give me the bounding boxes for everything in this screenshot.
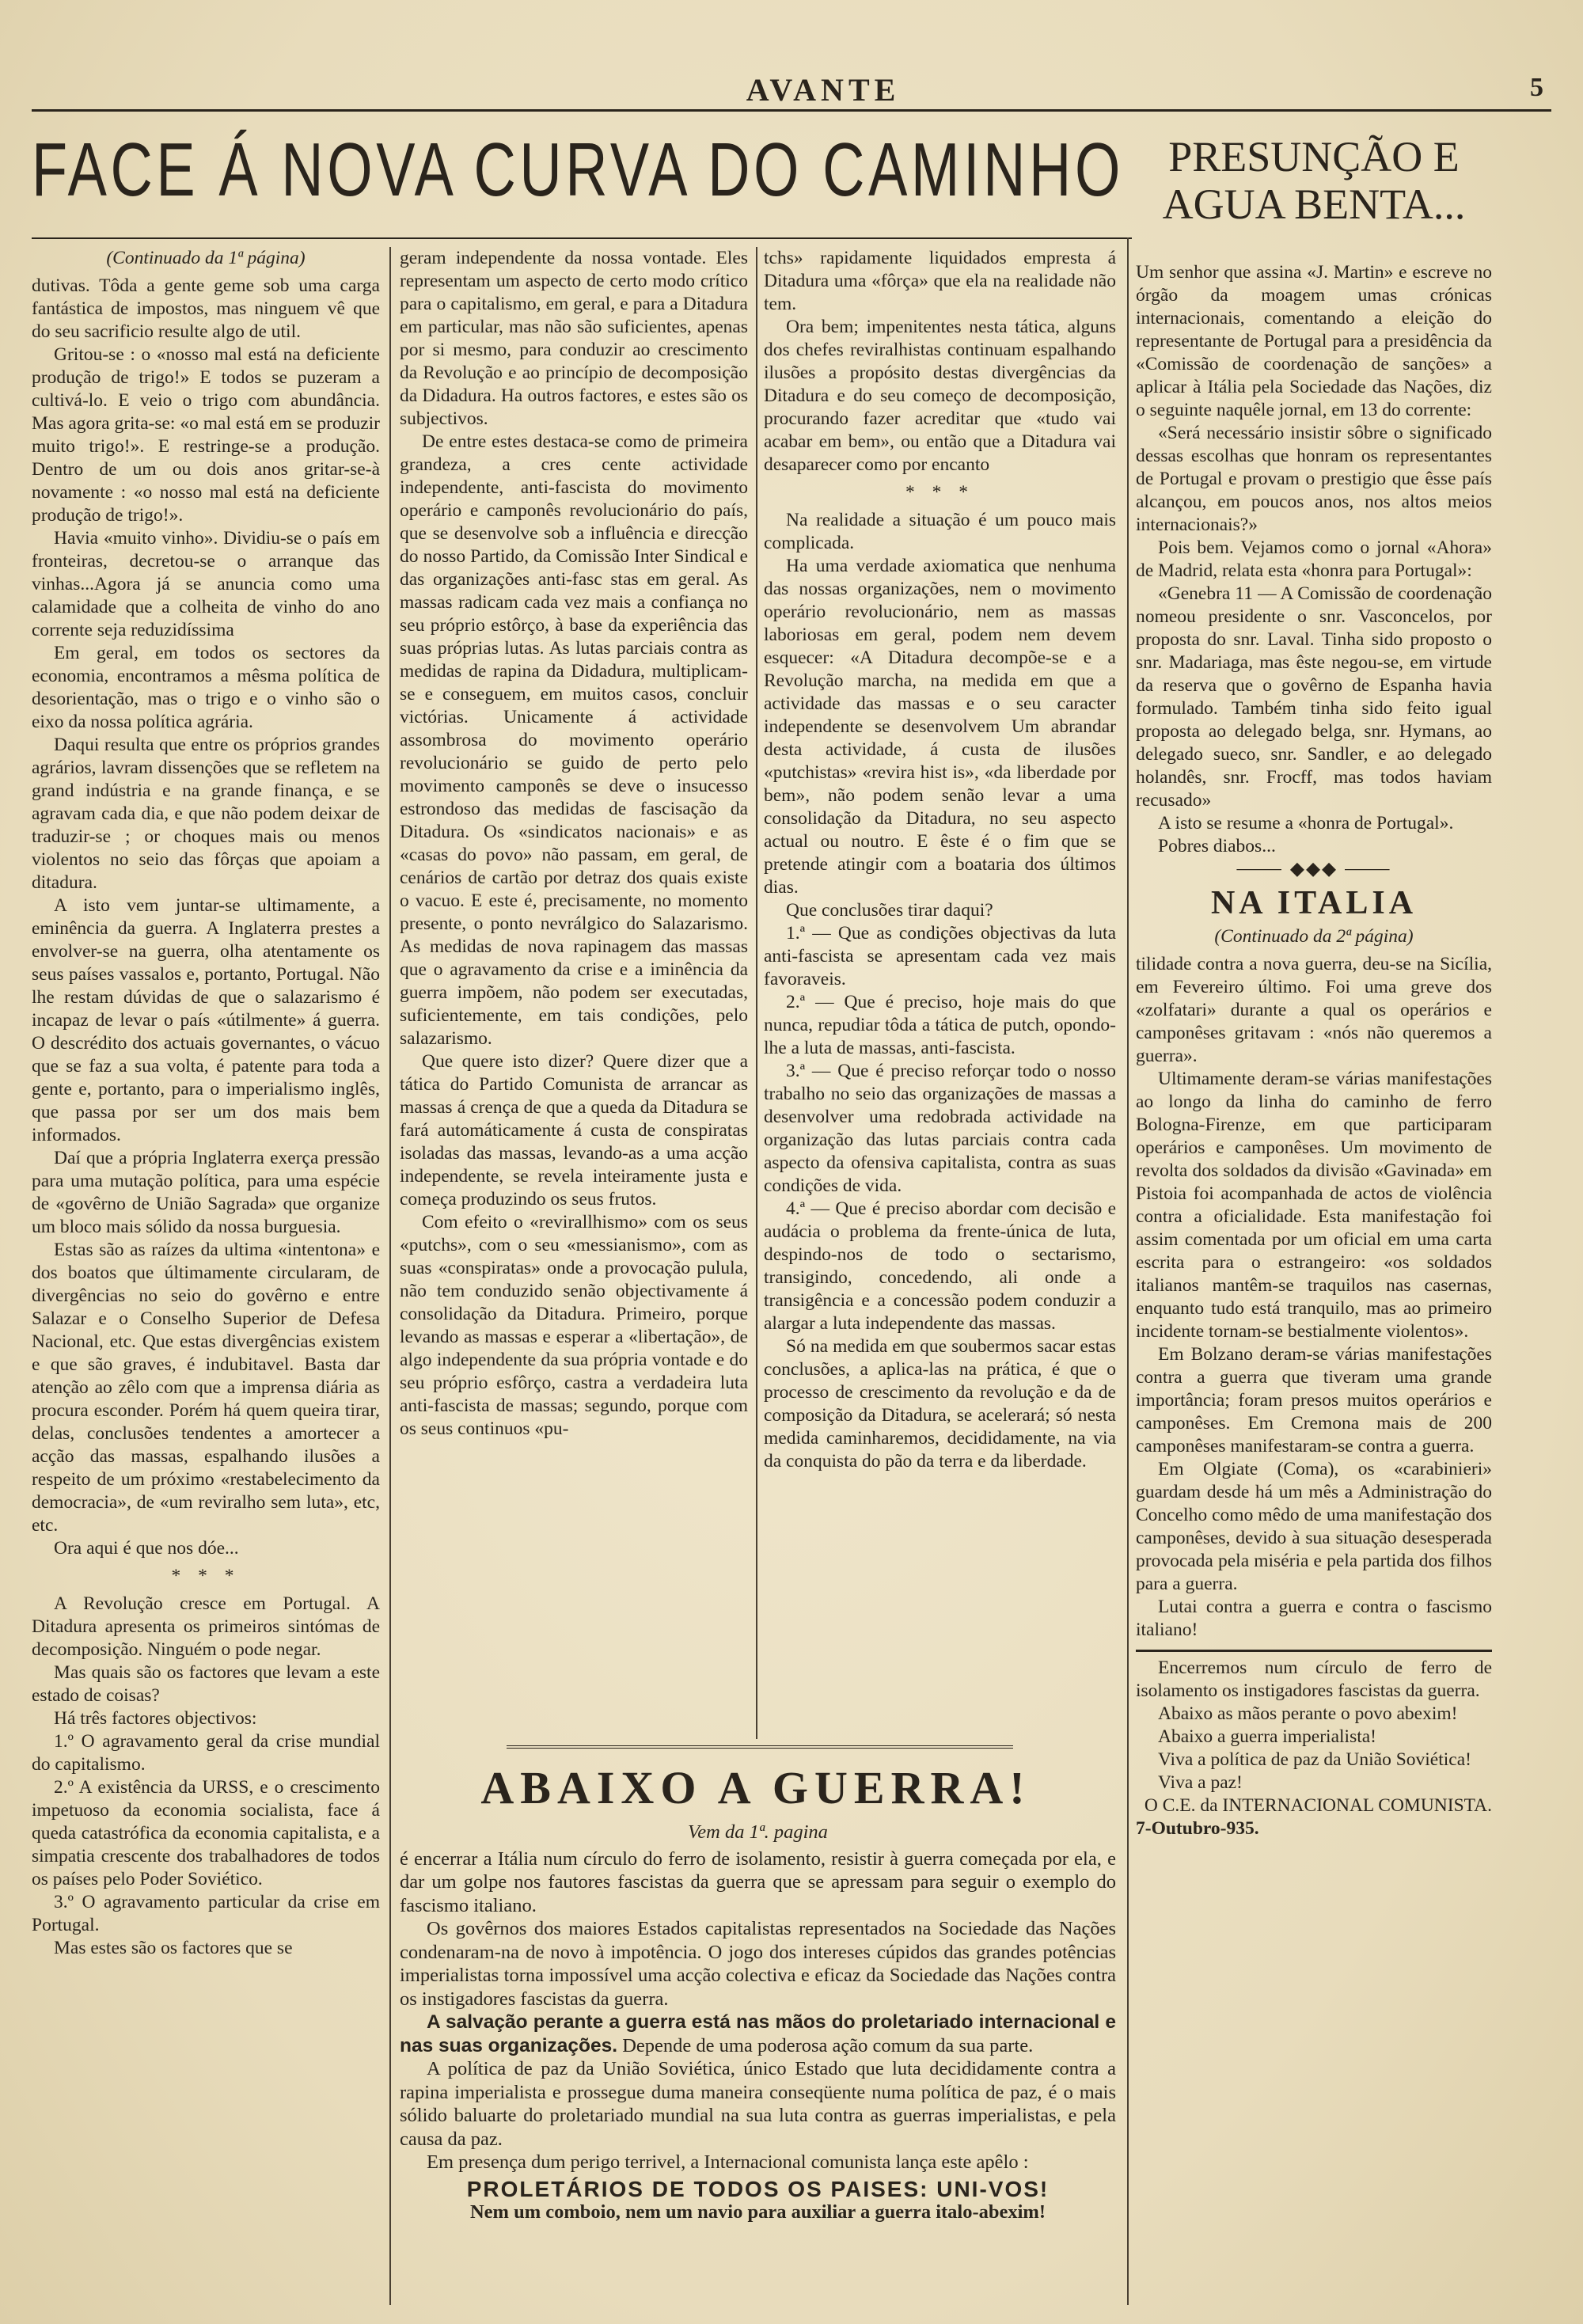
paragraph: 4.ª — Que é preciso abordar com decisão e audácia o problema da frente-única de luta, despindo-nos de todo o sectarismo, transigindo, concedendo, ali onde a transigência e a concessão podem conduzir a alargar a luta independente das massas.: [764, 1198, 1116, 1334]
na-italia-title: NA ITALIA: [1210, 885, 1418, 921]
paragraph: Viva a paz!: [1158, 1772, 1243, 1793]
column-rule: [756, 247, 757, 1739]
paragraph: Em Bolzano deram-se várias manifestações contra a guerra que tiveram uma grande importância; foram presos muitos operários e camponêses. Em Cremona mais de 200 camponêses manifestaram-se contra a guerra.: [1136, 1344, 1492, 1456]
paragraph: Estas são as raízes da ultima «intentona» e dos boatos que últimamente circularam, de divergências no seio do govêrno e entre Salazar e o Conselho Superior de Defesa Nacional, etc. Que estas divergências existem e que são graves, é indubitavel. Basta dar atenção ao zêlo com que a imprensa diária as procura esconder. Porém há quem queira tirar, delas, conclusões tendentes a amortecer a acção das massas, espalhando ilusões a respeito de um próximo «restabelecimento da democracia», de «um reviralho sem luta», etc, etc.: [32, 1240, 380, 1536]
page-number: 5: [1530, 73, 1543, 102]
paragraph: 1.º O agravamento geral da crise mundial do capitalismo.: [32, 1731, 380, 1775]
paragraph: De entre estes destaca-se como de primeira grandeza, a cres cente actividade independente, anti-fascista do movimento operário e camponês revolucionário do país, que se desenvolve sob a influência e direcção do nosso Partido, da Comissão Inter Sindical e das organizações anti-fasc stas em geral. As massas radicam cada vez mais a confiança no seu próprio estôrço, à base da experiência das suas próprias lutas. As lutas parciais contra as medidas de rapina da Didadura, multiplicam-se e conseguem, em muitos casos, concluir victórias. Unicamente á actividade assombrosa do movimento operário revolucionário se guido de perto pelo movimento camponês se deve o insucesso estrondoso das medidas de fascisação da Ditadura. Os «sindicatos nacionais» e as «casas do povo» não passam, em geral, de cenários de cartão por detraz dos quais existe o vacuo. E este é, precisamente, no momento presente, o ponto nevrálgico do Salazarismo. As medidas de nova rapinagem das massas que o agravamento da crise e a iminência da guerra impõem, não podem ser executadas, suficientemente, em tais condições, pelo salazarismo.: [400, 431, 748, 1049]
column-rule: [389, 247, 391, 2305]
paragraph: Os govêrnos dos maiores Estados capitalistas representados na Sociedade das Nações condenaram-na de novo à impotência. O jogo dos intereses cúpidos das grandes potências imperialistas torna impossível uma acção colectiva e eficaz da Sociedade das Nações contra os instigadores fascistas da guerra.: [400, 1918, 1116, 2010]
paragraph: A Revolução cresce em Portugal. A Ditadura apresenta os primeiros sintómas de decomposição. Ninguém o pode negar.: [32, 1593, 380, 1660]
paragraph: Na realidade a situação é um pouco mais complicada.: [764, 510, 1116, 553]
paragraph: Havia «muito vinho». Dividiu-se o país em fronteiras, decretou-se o arranque das vinhas...Agora já se anuncia como uma calamidade que a colheita de vinho do ano corrente seja reduzidíssima: [32, 528, 380, 640]
paragraph: Em geral, em todos os sectores da economia, encontramos a mêsma política de desorientação, mas o trigo e o vinho são o eixo da nossa política agrária.: [32, 643, 380, 732]
main-article-title: FACE Á NOVA CURVA DO CAMINHO: [32, 127, 1124, 212]
paragraph: Gritou-se : o «nosso mal está na deficiente produção de trigo!» E todos se puzeram a cultivá-lo. E veio o trigo com abundância. Mas agora grita-se: «o mal está em se produzir muito trigo!». E restringe-se a produção. Dentro de um ou dois anos gritar-se-à novamente : «o nosso mal está na deficiente produção de trigo!».: [32, 344, 380, 526]
paragraph: Daqui resulta que entre os próprios grandes agrários, lavram dissenções que se refletem na grand indústria e na grande finança, e se agravam cada dia, e que não podem deixar de traduzir-se ; or choques mais ou menos violentos no seio das fôrças que apoiam a ditadura.: [32, 735, 380, 893]
section-break: * * *: [171, 1566, 241, 1586]
paragraph: Só na medida em que soubermos sacar estas conclusões, a aplica-las na prática, é que o processo de crescimento da revolução e da de composição da Ditadura, se acelerará; só nesta medida caminharemos, decididamente, na via da conquista do pão da terra e da liberdade.: [764, 1336, 1116, 1471]
paragraph: Em presença dum perigo terrivel, a Internacional comunista lança este apêlo :: [427, 2151, 1029, 2173]
paragraph: Que conclusões tirar daqui?: [786, 900, 993, 921]
paragraph: dutivas. Tôda a gente geme sob uma carga fantástica de impostos, mas ninguem vê que do seu sacrificio resulte algo de util.: [32, 275, 380, 342]
paragraph: Lutai contra a guerra e contra o fascismo italiano!: [1136, 1597, 1492, 1640]
slogan-secondary: Nem um comboio, nem um navio para auxiliar a guerra italo-abexim!: [469, 2201, 1046, 2223]
paragraph: A isto se resume a «honra de Portugal».: [1158, 813, 1454, 834]
bold-phrase: A salvação perante a guerra está nas mãos do proletariado internacional e nas suas organizações.: [400, 2011, 1116, 2056]
paragraph: Ultimamente deram-se várias manifestações ao longo da linha do caminho de ferro Bologna-Firenze, em que participaram operários e camponêses. Um movimento de revolta dos soldados da divisão «Gavinada» em Pistoia foi acompanhada de actos de violência contra a oficialidade. Esta manifestação foi assim comentada por um oficial em uma carta escrita para o estrangeiro: «os soldados italianos mantêm-se traquilos nas casernas, enquanto tudo está tranquilo, mas ao primeiro incidente tornam-se bestialmente violentos».: [1136, 1069, 1492, 1342]
column-rule: [1127, 237, 1129, 2305]
main-article-column-1: [32, 247, 380, 2305]
continued-note: (Continuado da 1ª página): [106, 248, 306, 268]
title-rule: [32, 237, 1132, 239]
presuncao-title: PRESUNÇÃO E AGUA BENTA...: [1162, 133, 1466, 228]
paragraph: A política de paz da União Soviética, único Estado que luta decididamente contra a rapina imperialista e prossegue duma maneira conseqüente numa política de paz, é o mais sólido baluarte do proletariado mundial na sua luta contra as guerras imperialistas, e pela causa da paz.: [400, 2058, 1116, 2150]
paragraph: 2.ª — Que é preciso, hoje mais do que nunca, repudiar tôda a tática de putch, opondo-lhe a luta de massas, anti-fascista.: [764, 992, 1116, 1058]
paragraph: é encerrar a Itália num círculo do ferro de isolamento, resistir à guerra começada por ela, e dar um golpe nos fautores fascistas da guerra que se apressam para seguir o exemplo do fascismo italiano.: [400, 1847, 1116, 1916]
paragraph: Mas estes são os factores que se: [54, 1938, 293, 1958]
text-span: Depende de uma poderosa ação comum da sua parte.: [617, 2034, 1034, 2056]
paragraph: A isto vem juntar-se ultimamente, a eminência da guerra. A Inglaterra prestes a envolver-se na guerra, olha atentamente os seus países vassalos e, portanto, Portugal. Não lhe restam dúvidas de que o salazarismo é incapaz de levar o país «útilmente» á guerra. O descrédito dos actuais governantes, o vácuo que se faz a sua volta, é patente para toda a gente e, portanto, para o imperialismo inglês, que passa por ser um dos mais bem informados.: [32, 895, 380, 1145]
paragraph: [400, 2011, 1116, 2057]
continued-note: Vem da 1ª. pagina: [688, 1821, 828, 1843]
paragraph: Daí que a própria Inglaterra exerça pressão para uma mutação política, para uma espécie de «govêrno de União Sagrada» que organize um bloco mais sólido da nossa burguesia.: [32, 1148, 380, 1237]
paragraph: Abaixo a guerra imperialista!: [1158, 1726, 1377, 1747]
continued-note: (Continuado da 2ª página): [1214, 926, 1414, 947]
header-rule: [32, 109, 1551, 112]
section-rule: [507, 1745, 1013, 1749]
box-rule: [1136, 1650, 1492, 1652]
paragraph: tchs» rapidamente liquidados empresta á Ditadura uma «fôrça» que ela na realidade não tem.: [764, 248, 1116, 314]
paragraph: Encerremos num círculo de ferro de isolamento os instigadores fascistas da guerra.: [1136, 1658, 1492, 1701]
paragraph: 3.ª — Que é preciso reforçar todo o nosso trabalho no seio das organizações de massas a desenvolver uma redobrada actividade na organização das lutas parciais contra cada aspecto da ofensiva capitalista, contra as suas condições de vida.: [764, 1061, 1116, 1196]
paragraph: Com efeito o «revirallhismo» com os seus «putchs», com o seu «messianismo», com as suas «conspiratas» onde a provocação pulula, não tem conduzido senão objectivamente á consolidação da Ditadura. Primeiro, porque levando as massas e esperar a «libertação», de algo independente da sua própria vontade e do seu próprio esfôrço, castra a verdadeira luta anti-fascista de massas; segundo, porque com os seus continuos «pu-: [400, 1212, 748, 1439]
masthead: AVANTE: [746, 72, 901, 108]
paragraph: Um senhor que assina «J. Martin» e escreve no órgão da moagem umas crónicas internacionais, comentando a eleição do representante de Portugal para a presidência da «Comissão de coordenação de sanções» a aplicar à Itália pela Sociedade das Nações, diz o seguinte naquêle jornal, em 13 do corrente:: [1136, 262, 1492, 420]
paragraph: 3.º O agravamento particular da crise em Portugal.: [32, 1892, 380, 1935]
paragraph: Mas quais são os factores que levam a este estado de coisas?: [32, 1662, 380, 1706]
abaixo-article: [400, 1821, 1116, 2311]
signature: O C.E. da INTERNACIONAL COMUNISTA.: [1144, 1795, 1492, 1816]
paragraph: 1.ª — Que as condições objectivas da luta anti-fascista se apresentam cada vez mais favoraveis.: [764, 923, 1116, 989]
paragraph: Pois bem. Vejamos como o jornal «Ahora» de Madrid, relata esta «honra para Portugal»:: [1136, 537, 1492, 581]
paragraph: Ora aqui é que nos dóe...: [54, 1538, 239, 1559]
slogan: PROLETÁRIOS DE TODOS OS PAISES: UNI-VOS!: [466, 2176, 1050, 2201]
paragraph: Que quere isto dizer? Quere dizer que a tática do Partido Comunista de arrancar as massas á crença de que a queda da Ditadura se fará automáticamente á custa de conspiratas isoladas das massas, levando-as a uma acção independente, se revela inteiramente justa e começa produzindo os seus frutos.: [400, 1051, 748, 1209]
date-line: 7-Outubro-935.: [1136, 1818, 1259, 1839]
paragraph: 2.º A existência da URSS, e o crescimento impetuoso da economia socialista, face á queda catastrófica da economia capitalista, e a simpatia crescente dos trabalhadores de todos os países pelo Poder Soviético.: [32, 1777, 380, 1889]
paragraph: «Será necessário insistir sôbre o significado dessas escolhas que honram os representantes de Portugal e provam o prestigio que êsse país alcançou, em poucos anos, nos altos meios internacionais?»: [1136, 423, 1492, 535]
paragraph: Abaixo as mãos perante o povo abexim!: [1158, 1703, 1458, 1724]
abaixo-title: ABAIXO A GUERRA!: [480, 1762, 1031, 1813]
paragraph: Pobres diabos...: [1158, 836, 1276, 856]
page-header: [32, 71, 1551, 111]
paragraph: tilidade contra a nova guerra, deu-se na Sicília, em Fevereiro último. Foi uma greve dos «zolfatari» durante a qual os operários e camponêses gritavam : «nós não queremos a guerra».: [1136, 954, 1492, 1066]
paragraph: Viva a política de paz da União Soviética!: [1158, 1749, 1471, 1770]
paragraph: geram independente da nossa vontade. Eles representam um aspecto de certo modo crítico para o capitalismo, em geral, e para a Ditadura em particular, mas não são suficientes, apenas por si mesmo, para conduzir ao crescimento da Revolução e ao princípio de decomposição da Didadura. Ha outros factores, e estes são os subjectivos.: [400, 248, 748, 429]
right-column: [1136, 261, 1492, 2319]
ornament-divider: ⸻ ◆◆◆ ⸻: [1236, 859, 1392, 879]
paragraph: Há três factores objectivos:: [54, 1708, 257, 1729]
paragraph: «Genebra 11 — A Comissão de coordenação nomeou presidente o snr. Vasconcelos, por proposta do snr. Laval. Tinha sido proposto o snr. Madariaga, mas êste negou-se, em virtude da reserva que o govêrno de Espanha havia formulado. Também tinha sido feito igual proposta ao delegado belga, snr. Hymans, ao delegado sueco, snr. Sandler, e ao delegado holandês, snr. Frocff, mas todos haviam recusado»: [1136, 583, 1492, 811]
paragraph: Ha uma verdade axiomatica que nenhuma das nossas organizações, nem o movimento operário revolucionário, nem as massas laboriosas em geral, podem nem devem esquecer: «A Ditadura decompõe-se e a Revolução marcha, na medida em que a actividade das massas e o seu caracter independente se desenvolvem Um abrandar desta actividade, á custa de ilusões «putchistas» «revira hist is», «da liberdade por bem», não podem senão levar a uma consolidação da Ditadura, no seu aspecto actual ou noutro. E êste é o fim que se pretende atingir com a boataria dos últimos dias.: [764, 556, 1116, 898]
section-break: * * *: [905, 482, 974, 503]
paragraph: Ora bem; impenitentes nesta tática, alguns dos chefes reviralhistas continuam espalhando ilusões a propósito destas divergências da Ditadura e do seu começo de decomposição, procurando fazer acreditar que «tudo vai acabar em bem», ou então que a Ditadura vai desaparecer como por encanto: [764, 317, 1116, 475]
paragraph: Em Olgiate (Coma), os «carabinieri» guardam desde há um mês a Administração do Concelho como mêdo de uma manifestação dos camponêses, devido à sua situação desesperada provocada pela miséria e pela partida dos filhos para a guerra.: [1136, 1459, 1492, 1594]
